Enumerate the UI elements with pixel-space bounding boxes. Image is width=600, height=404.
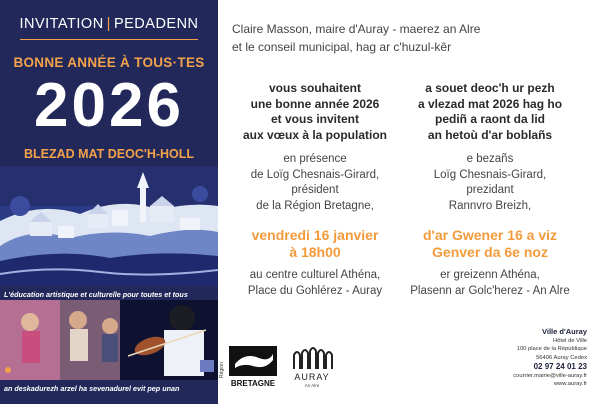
banner-text-br: an deskadurezh arzel ha sevenadurel evit pep unan	[4, 384, 180, 393]
contact-phone: 02 97 24 01 23	[533, 361, 587, 371]
presence-line: Rannvro Breizh,	[448, 199, 532, 212]
venue-line: Place du Gohlérez - Auray	[247, 284, 383, 297]
presence-block-br	[397, 152, 583, 214]
invitation-title-fr: INVITATION	[19, 16, 104, 32]
contact-address-line: 56406 Auray Cedex	[536, 354, 587, 361]
date-line: d'ar Gwener 16 a viz	[422, 227, 558, 243]
time-line: à 18h00	[289, 244, 341, 260]
region-label-text: Région	[219, 362, 225, 378]
auray-cityscape-illustration	[0, 166, 218, 286]
venue-line: Plasenn ar Golc'herez - An Alre	[410, 284, 570, 297]
region-bretagne-text: BRETAGNE	[230, 379, 276, 388]
wish-block-br	[397, 81, 583, 143]
wish-block-fr	[222, 81, 408, 143]
contact-website: www.auray.fr	[553, 381, 587, 388]
greeting-br: BLEZAD MAT DEOC'H-HOLL	[23, 147, 195, 161]
greeting-fr: BONNE ANNÉE À TOUS·TES	[13, 55, 205, 70]
wish-line: aux vœux à la population	[242, 127, 388, 142]
presence-block-fr	[222, 152, 408, 214]
contact-address-line: Hôtel de Ville	[552, 338, 587, 344]
wish-line: a souet deoc'h ur pezh	[425, 81, 555, 95]
title-separator: |	[106, 16, 111, 32]
header-line-2: et le conseil municipal, hag ar c'huzul-kêr	[232, 40, 452, 54]
year-heading: 2026	[34, 71, 184, 140]
venue-line: au centre culturel Athéna,	[249, 269, 381, 281]
invitation-title	[0, 16, 218, 32]
invitation-left-panel	[0, 0, 218, 404]
wish-line: et vous invitent	[270, 112, 359, 126]
venue-block-br	[397, 268, 583, 299]
header-line-1: Claire Masson, maire d'Auray - maerez an Alre	[232, 22, 481, 36]
venue-block-fr	[222, 268, 408, 299]
auray-logo	[288, 343, 336, 389]
auray-logo-subtext: An Alre	[304, 383, 320, 388]
event-date-br	[397, 227, 583, 261]
wish-line: vous souhaitent	[268, 81, 361, 95]
presence-line: e bezañs	[466, 153, 514, 165]
divider-top	[20, 39, 198, 40]
wish-line: an hetoù d'ar boblañs	[427, 127, 553, 142]
violin-students-photo	[0, 300, 218, 380]
invitation-title-br: PEDADENN	[113, 16, 199, 32]
region-bretagne-logo	[229, 346, 277, 388]
venue-line: er greizenn Athéna,	[440, 269, 540, 281]
presence-line: de la Région Bretagne,	[256, 199, 374, 212]
auray-logo-text: AURAY	[294, 372, 330, 382]
presence-line: de Loïg Chesnais-Girard,	[250, 168, 380, 181]
region-label-vertical	[219, 348, 227, 388]
contact-email: courrier.mairie@ville-auray.fr	[513, 372, 587, 379]
time-line: Genver da 6e noz	[432, 244, 548, 260]
presence-line: président	[291, 184, 339, 197]
banner-text-fr: L'éducation artistique et culturelle pour toutes et tous	[4, 290, 188, 299]
contact-block	[437, 326, 587, 388]
wish-line: a vlezad mat 2026 hag ho	[417, 96, 563, 111]
wish-line: pediñ a raont da lid	[434, 112, 545, 126]
presence-line: prezidant	[466, 184, 514, 197]
date-line: vendredi 16 janvier	[251, 227, 379, 243]
wish-line: une bonne année 2026	[250, 96, 380, 111]
contact-name: Ville d'Auray	[542, 327, 587, 336]
presence-line: en présence	[283, 153, 347, 165]
contact-address-line: 100 place de la République	[516, 346, 587, 353]
event-date-fr	[222, 227, 408, 261]
presence-line: Loïg Chesnais-Girard,	[433, 168, 547, 181]
